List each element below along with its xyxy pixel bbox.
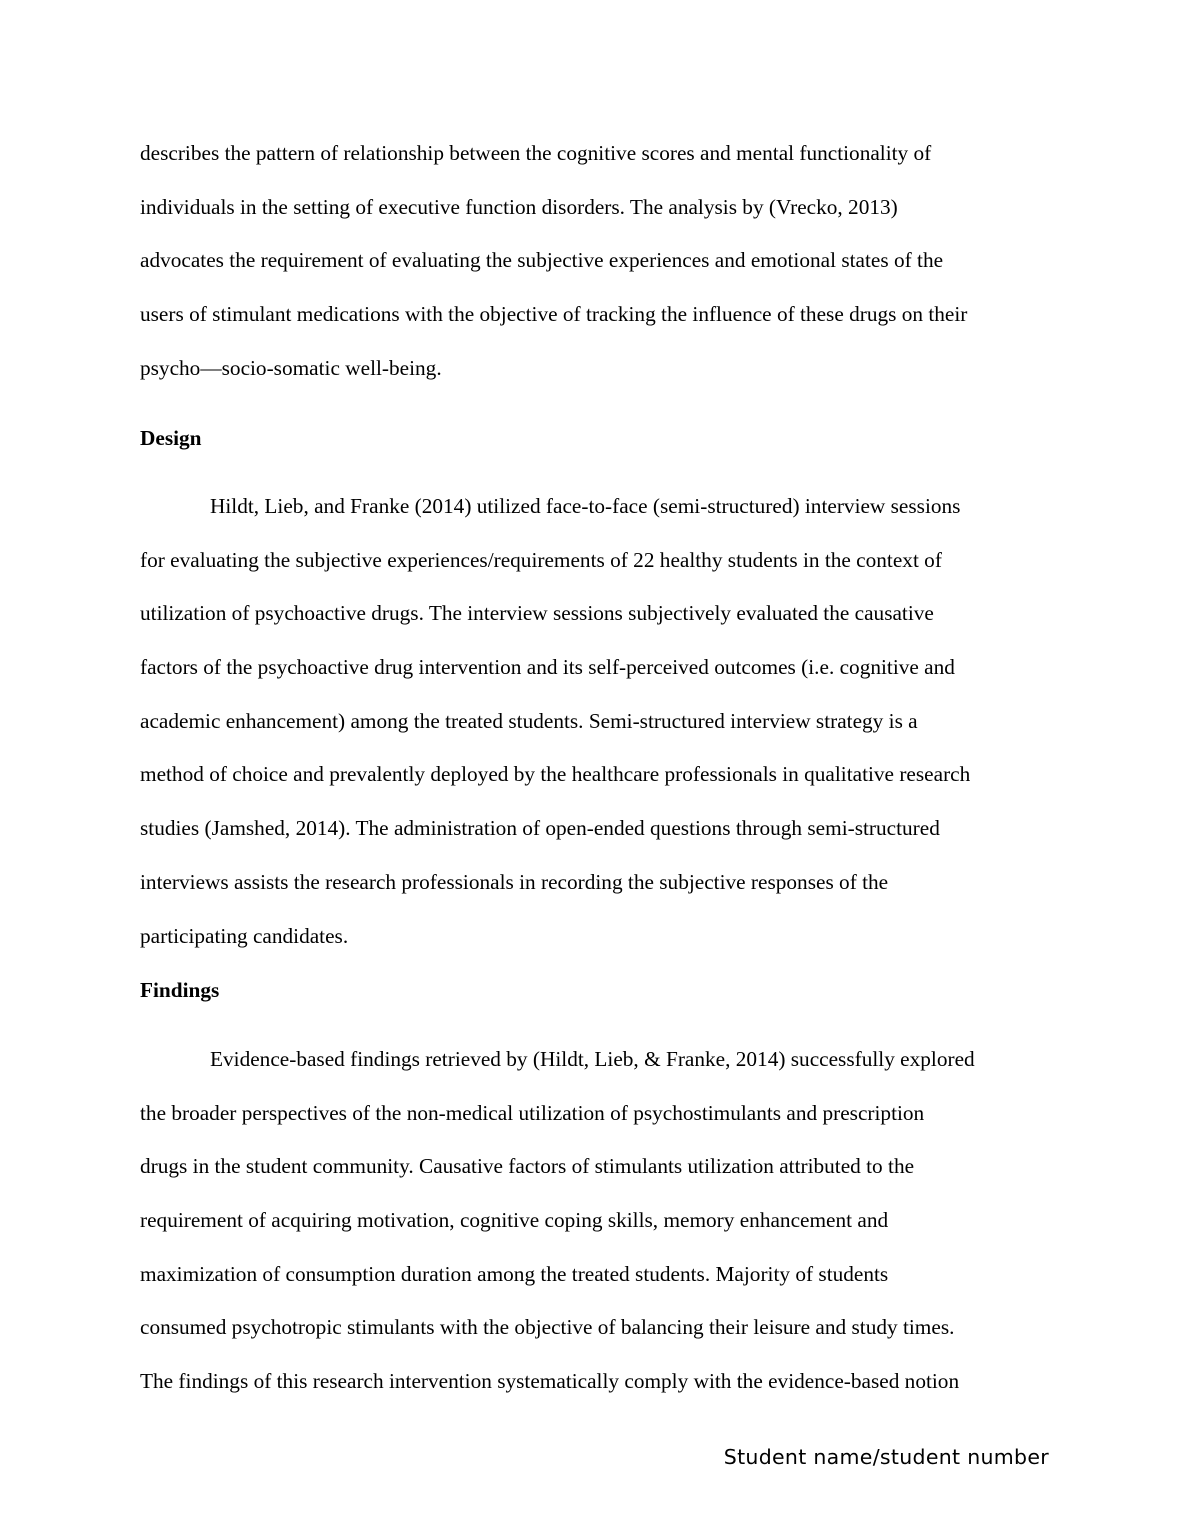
paragraph-line: the broader perspectives of the non-medical utilization of psychostimulants and prescription xyxy=(140,1100,925,1125)
paragraph-line: studies (Jamshed, 2014). The administration of open-ended questions through semi-structured xyxy=(140,816,940,841)
paragraph-line: individuals in the setting of executive function disorders. The analysis by (Vrecko, 2013) xyxy=(140,194,898,219)
paragraph-line: academic enhancement) among the treated students. Semi-structured interview strategy is a xyxy=(140,708,918,733)
paragraph-line: maximization of consumption duration among the treated students. Majority of students xyxy=(140,1261,889,1286)
page-footer: Student name/student number xyxy=(723,1445,1049,1469)
paragraph-line: drugs in the student community. Causative factors of stimulants utilization attributed to the xyxy=(140,1154,915,1179)
paragraph-line: Hildt, Lieb, and Franke (2014) utilized face-to-face (semi-structured) interview sessions xyxy=(210,494,961,518)
paragraph-line: requirement of acquiring motivation, cognitive coping skills, memory enhancement and xyxy=(140,1208,889,1233)
paragraph-line: Evidence-based findings retrieved by (Hildt, Lieb, & Franke, 2014) successfully explored xyxy=(210,1047,975,1071)
paragraph-line: describes the pattern of relationship between the cognitive scores and mental functionality of xyxy=(140,141,932,165)
findings-paragraph xyxy=(140,1033,1052,1409)
paragraph-line: method of choice and prevalently deployed by the healthcare professionals in qualitative research xyxy=(140,762,971,787)
paragraph-line: factors of the psychoactive drug intervention and its self-perceived outcomes (i.e. cognitive and xyxy=(140,655,955,680)
intro-paragraph xyxy=(140,127,1052,395)
paragraph-line: for evaluating the subjective experiences/requirements of 22 healthy students in the context of xyxy=(140,547,942,572)
paragraph-line: participating candidates. xyxy=(140,923,349,948)
findings-heading: Findings xyxy=(140,978,220,1002)
paragraph-line: utilization of psychoactive drugs. The interview sessions subjectively evaluated the causative xyxy=(140,601,934,626)
paragraph-line: interviews assists the research professionals in recording the subjective responses of the xyxy=(140,869,889,894)
paragraph-line: advocates the requirement of evaluating the subjective experiences and emotional states of the xyxy=(140,248,944,273)
paragraph-line: psycho—socio-somatic well-being. xyxy=(140,355,442,380)
paragraph-line: users of stimulant medications with the objective of tracking the influence of these drugs on their xyxy=(140,302,968,327)
design-paragraph xyxy=(140,480,1052,963)
paragraph-line: The findings of this research intervention systematically comply with the evidence-based notion xyxy=(140,1369,960,1394)
design-heading: Design xyxy=(140,426,202,450)
paragraph-line: consumed psychotropic stimulants with the objective of balancing their leisure and study times. xyxy=(140,1315,955,1340)
